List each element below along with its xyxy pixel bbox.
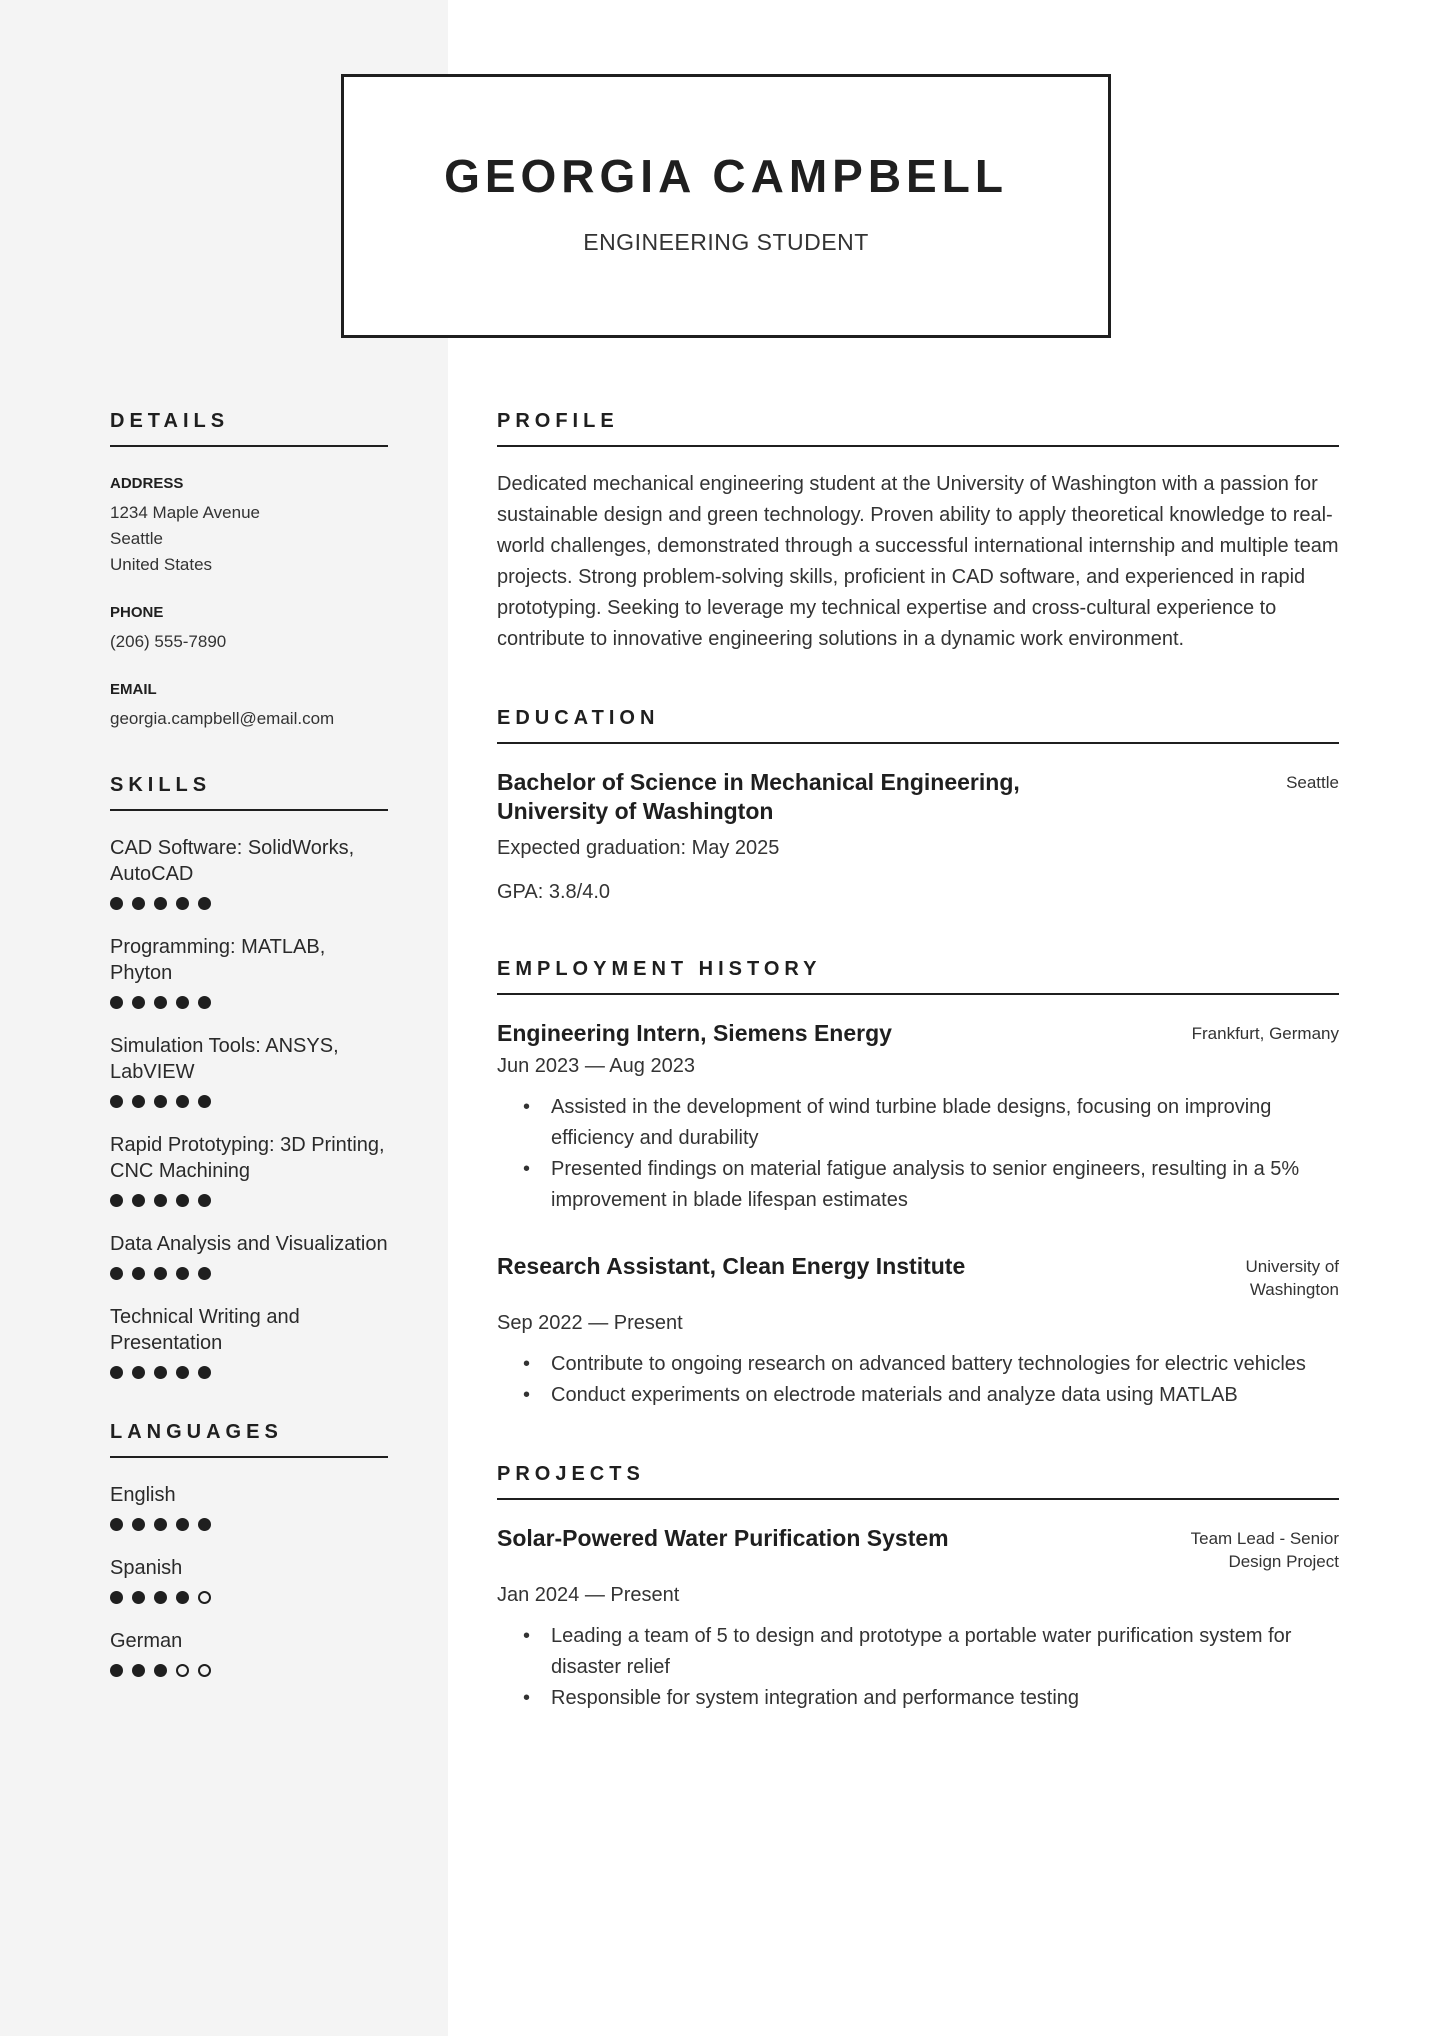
- filled-dot-icon: [154, 1267, 167, 1280]
- filled-dot-icon: [154, 897, 167, 910]
- job-title: Engineering Intern, Siemens Energy: [497, 1020, 892, 1046]
- entry-header: [497, 1019, 1339, 1048]
- left-column: [110, 410, 388, 1677]
- email-label: EMAIL: [110, 681, 157, 698]
- language-rating: [110, 1664, 388, 1677]
- skill-item: [110, 1304, 388, 1379]
- bullet-icon: •: [523, 1384, 531, 1406]
- skill-item: [110, 1132, 388, 1207]
- filled-dot-icon: [176, 1267, 189, 1280]
- filled-dot-icon: [132, 1366, 145, 1379]
- filled-dot-icon: [132, 1664, 145, 1677]
- education-section: [497, 707, 1339, 906]
- employment-section: [497, 958, 1339, 1411]
- languages-section: [110, 1421, 388, 1677]
- skills-title: SKILLS: [110, 774, 388, 811]
- filled-dot-icon: [198, 1518, 211, 1531]
- filled-dot-icon: [132, 996, 145, 1009]
- profile-section: [497, 410, 1339, 655]
- language-name: German: [110, 1630, 183, 1652]
- bullet-text: Conduct experiments on electrode materials and analyze data using MATLAB: [551, 1384, 1238, 1406]
- bullet-text: Contribute to ongoing research on advanced battery technologies for electric vehicles: [551, 1353, 1306, 1375]
- bullet-icon: •: [523, 1096, 531, 1118]
- bullet-list: [497, 1349, 1339, 1411]
- filled-dot-icon: [154, 1518, 167, 1531]
- filled-dot-icon: [132, 1194, 145, 1207]
- filled-dot-icon: [154, 1591, 167, 1604]
- bullet-text: Responsible for system integration and performance testing: [551, 1687, 1080, 1709]
- filled-dot-icon: [110, 1366, 123, 1379]
- skill-rating: [110, 1267, 388, 1280]
- filled-dot-icon: [132, 897, 145, 910]
- project-entry: [497, 1524, 1339, 1714]
- address-line-1: 1234 Maple Avenue: [110, 503, 260, 522]
- filled-dot-icon: [176, 996, 189, 1009]
- entry-location: Seattle: [1286, 773, 1339, 792]
- address-line-2: Seattle: [110, 529, 163, 548]
- candidate-title: ENGINEERING STUDENT: [583, 229, 869, 255]
- filled-dot-icon: [110, 1591, 123, 1604]
- language-name: English: [110, 1484, 176, 1506]
- skill-name: Programming: MATLAB, Phyton: [110, 936, 326, 984]
- details-title: DETAILS: [110, 410, 388, 447]
- right-column: [497, 410, 1339, 1714]
- projects-section: [497, 1463, 1339, 1714]
- entry-date: Sep 2022 — Present: [497, 1312, 683, 1334]
- filled-dot-icon: [154, 996, 167, 1009]
- phone-label: PHONE: [110, 604, 164, 621]
- bullet-text: Assisted in the development of wind turbine blade designs, focusing on improving efficiency and durability: [551, 1096, 1272, 1149]
- skill-item: [110, 1033, 388, 1108]
- filled-dot-icon: [198, 1267, 211, 1280]
- bullet-icon: •: [523, 1158, 531, 1180]
- filled-dot-icon: [198, 1095, 211, 1108]
- address-line-3: United States: [110, 555, 213, 574]
- bullet-item: [497, 1380, 1339, 1411]
- filled-dot-icon: [176, 897, 189, 910]
- profile-title: PROFILE: [497, 410, 1339, 447]
- profile-text: Dedicated mechanical engineering student at the University of Washington with a passion for sustainable design and green technology. Proven ability to apply theoretical knowledge to real-world challenges, demonstrated through a successful international internship and multiple team projects. Strong problem-solving skills, proficient in CAD software, and experienced in rapid prototyping. Seeking to leverage my technical expertise and cross-cultural experience to contribute to innovative engineering solutions in a dynamic work environment.: [497, 473, 1339, 650]
- filled-dot-icon: [154, 1095, 167, 1108]
- education-entry: [497, 768, 1339, 906]
- entry-date: Expected graduation: May 2025: [497, 837, 780, 859]
- skill-item: [110, 835, 388, 910]
- skill-rating: [110, 1095, 388, 1108]
- bullet-icon: •: [523, 1625, 531, 1647]
- bullet-item: [497, 1154, 1339, 1216]
- bullet-item: [497, 1683, 1339, 1714]
- bullet-text: Leading a team of 5 to design and prototype a portable water purification system for disaster relief: [551, 1625, 1292, 1678]
- filled-dot-icon: [110, 1664, 123, 1677]
- skill-item: [110, 934, 388, 1009]
- filled-dot-icon: [110, 1095, 123, 1108]
- employment-entry: [497, 1019, 1339, 1216]
- bullet-icon: •: [523, 1353, 531, 1375]
- filled-dot-icon: [110, 1194, 123, 1207]
- skill-rating: [110, 1366, 388, 1379]
- filled-dot-icon: [110, 1267, 123, 1280]
- entry-gpa: GPA: 3.8/4.0: [497, 881, 611, 903]
- filled-dot-icon: [154, 1366, 167, 1379]
- filled-dot-icon: [198, 1366, 211, 1379]
- entry-location: Frankfurt, Germany: [1191, 1024, 1339, 1043]
- empty-dot-icon: [176, 1664, 189, 1677]
- skill-name: Technical Writing and Presentation: [110, 1306, 300, 1354]
- skill-rating: [110, 996, 388, 1009]
- filled-dot-icon: [132, 1267, 145, 1280]
- email-value: georgia.campbell@email.com: [110, 709, 335, 728]
- education-title: EDUCATION: [497, 707, 1339, 744]
- bullet-list: [497, 1092, 1339, 1216]
- entry-header: [497, 1252, 1339, 1301]
- filled-dot-icon: [132, 1591, 145, 1604]
- filled-dot-icon: [176, 1095, 189, 1108]
- skill-name: Data Analysis and Visualization: [110, 1233, 388, 1255]
- job-title: Research Assistant, Clean Energy Institute: [497, 1253, 966, 1279]
- bullet-item: [497, 1349, 1339, 1380]
- skill-name: Rapid Prototyping: 3D Printing, CNC Machining: [110, 1134, 385, 1182]
- employment-title: EMPLOYMENT HISTORY: [497, 958, 1339, 995]
- filled-dot-icon: [132, 1518, 145, 1531]
- filled-dot-icon: [176, 1518, 189, 1531]
- filled-dot-icon: [110, 897, 123, 910]
- details-section: [110, 410, 388, 732]
- skill-name: Simulation Tools: ANSYS, LabVIEW: [110, 1035, 339, 1083]
- filled-dot-icon: [132, 1095, 145, 1108]
- language-rating: [110, 1518, 388, 1531]
- languages-title: LANGUAGES: [110, 1421, 388, 1458]
- entry-location: Team Lead - Senior Design Project: [1190, 1529, 1339, 1571]
- filled-dot-icon: [198, 1194, 211, 1207]
- filled-dot-icon: [176, 1194, 189, 1207]
- entry-date: Jan 2024 — Present: [497, 1584, 680, 1606]
- address-label: ADDRESS: [110, 475, 184, 492]
- skill-name: CAD Software: SolidWorks, AutoCAD: [110, 837, 355, 885]
- filled-dot-icon: [154, 1664, 167, 1677]
- bullet-list: [497, 1621, 1339, 1714]
- candidate-name: GEORGIA CAMPBELL: [444, 150, 1008, 202]
- phone-value: (206) 555-7890: [110, 632, 227, 651]
- project-title: Solar-Powered Water Purification System: [497, 1525, 949, 1551]
- skills-section: [110, 774, 388, 1379]
- projects-title: PROJECTS: [497, 1463, 1339, 1500]
- resume-header: [341, 74, 1111, 338]
- filled-dot-icon: [110, 996, 123, 1009]
- entry-date: Jun 2023 — Aug 2023: [497, 1055, 695, 1077]
- filled-dot-icon: [154, 1194, 167, 1207]
- entry-header: [497, 768, 1339, 826]
- empty-dot-icon: [198, 1591, 211, 1604]
- filled-dot-icon: [176, 1366, 189, 1379]
- language-item: [110, 1628, 388, 1677]
- entry-header: [497, 1524, 1339, 1573]
- degree-title: Bachelor of Science in Mechanical Engineering, University of Washington: [497, 769, 1020, 824]
- filled-dot-icon: [110, 1518, 123, 1531]
- empty-dot-icon: [198, 1664, 211, 1677]
- language-name: Spanish: [110, 1557, 183, 1579]
- language-rating: [110, 1591, 388, 1604]
- bullet-item: [497, 1092, 1339, 1154]
- skill-item: [110, 1231, 388, 1280]
- filled-dot-icon: [198, 897, 211, 910]
- language-item: [110, 1555, 388, 1604]
- bullet-item: [497, 1621, 1339, 1683]
- filled-dot-icon: [198, 996, 211, 1009]
- skill-rating: [110, 1194, 388, 1207]
- skill-rating: [110, 897, 388, 910]
- bullet-text: Presented findings on material fatigue analysis to senior engineers, resulting in a 5% improvement in blade lifespan estimates: [551, 1158, 1300, 1211]
- entry-location: University of Washington: [1245, 1257, 1339, 1299]
- bullet-icon: •: [523, 1687, 531, 1709]
- employment-entry: [497, 1252, 1339, 1411]
- language-item: [110, 1482, 388, 1531]
- filled-dot-icon: [176, 1591, 189, 1604]
